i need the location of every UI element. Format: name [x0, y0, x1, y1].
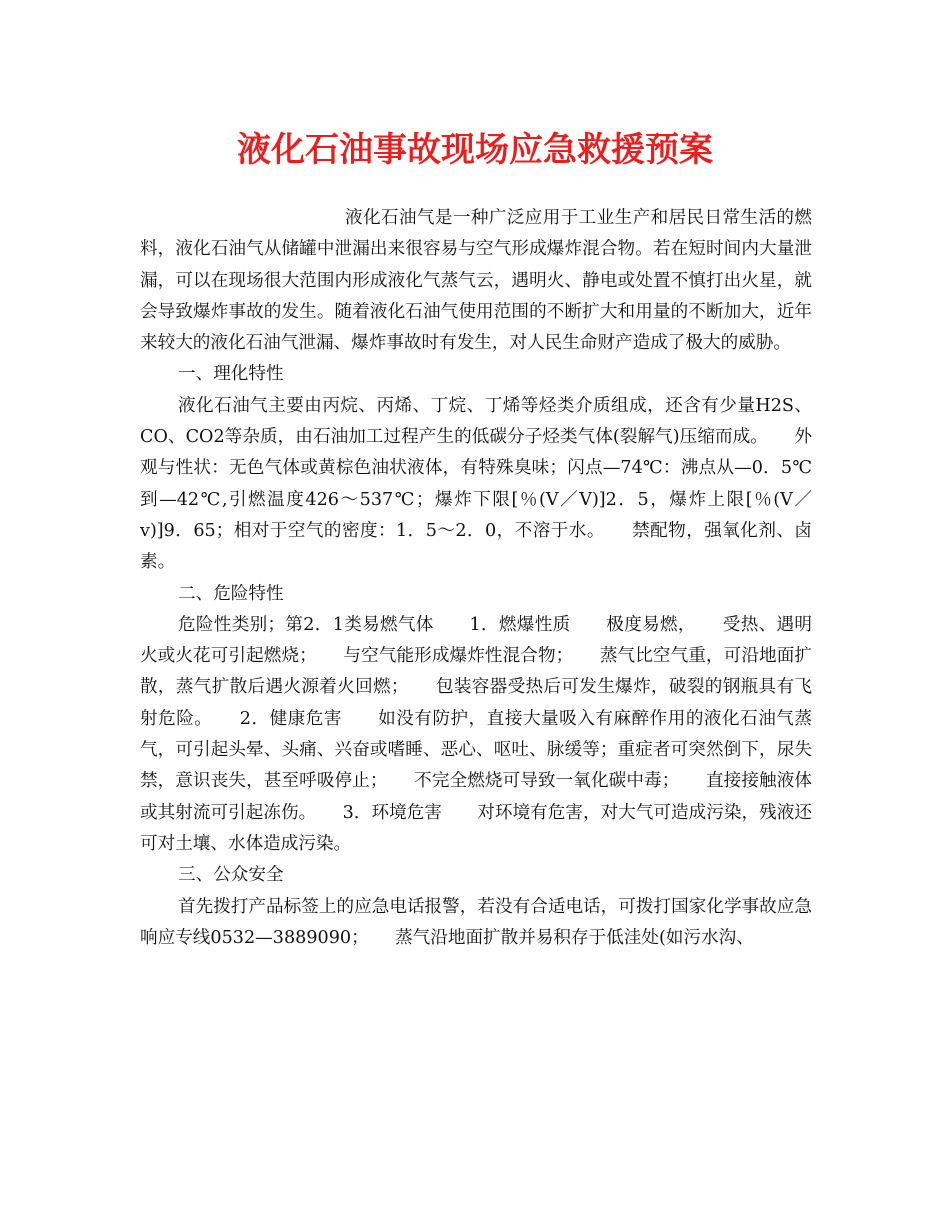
document-title: 液化石油事故现场应急救援预案	[237, 130, 713, 170]
section-heading-hazards: 二、危险特性	[178, 583, 284, 604]
document-body	[140, 203, 812, 954]
intro-paragraph: 液化石油气是一种广泛应用于工业生产和居民日常生活的燃料，液化石油气从储罐中泄漏出来很容易与空气形成爆炸混合物。若在短时间内大量泄漏，可以在现场很大范围内形成液化气蒸气云，遇明火、静电或处置不慎打出火星，就会导致爆炸事故的发生。随着液化石油气使用范围的不断扩大和用量的不断加大，近年来较大的液化石油气泄漏、爆炸事故时有发生，对人民生命财产造成了极大的威胁。	[140, 208, 812, 354]
section-text-properties: 液化石油气主要由丙烷、丙烯、丁烷、丁烯等烃类介质组成，还含有少量H2S、CO、CO2等杂质，由石油加工过程产生的低碳分子烃类气体(裂解气)压缩而成。 外观与性状：无色气体或黄棕色油状液体，有特殊臭味；闪点—74℃：沸点从—0．5℃到—42℃,引燃温度426～537℃；爆炸下限[％(V／V)]2．5，爆炸上限[％(V／v)]9．65；相对于空气的密度：1．5～2．0，不溶于水。 禁配物，强氧化剂、卤素。	[140, 395, 812, 573]
section-heading-properties: 一、理化特性	[178, 364, 284, 385]
section-text-hazards: 危险性类别；第2．1类易燃气体 1．燃爆性质 极度易燃， 受热、遇明火或火花可引起燃烧； 与空气能形成爆炸性混合物； 蒸气比空气重，可沿地面扩散，蒸气扩散后遇火源着火回燃； 包装容器受热后可发生爆炸，破裂的钢瓶具有飞射危险。 2．健康危害 如没有防护，直接大量吸入有麻醉作用的液化石油气蒸气，可引起头晕、头痛、兴奋或嗜睡、恶心、呕吐、脉缓等；重症者可突然倒下，尿失禁，意识丧失，甚至呼吸停止； 不完全燃烧可导致一氧化碳中毒； 直接接触液体或其射流可引起冻伤。 3．环境危害 对环境有危害，对大气可造成污染，残液还可对土壤、水体造成污染。	[140, 614, 812, 854]
section-text-public-safety: 首先拨打产品标签上的应急电话报警，若没有合适电话，可拨打国家化学事故应急响应专线0532—3889090； 蒸气沿地面扩散并易积存于低洼处(如污水沟、	[140, 896, 812, 948]
section-heading-public-safety: 三、公众安全	[178, 865, 284, 886]
